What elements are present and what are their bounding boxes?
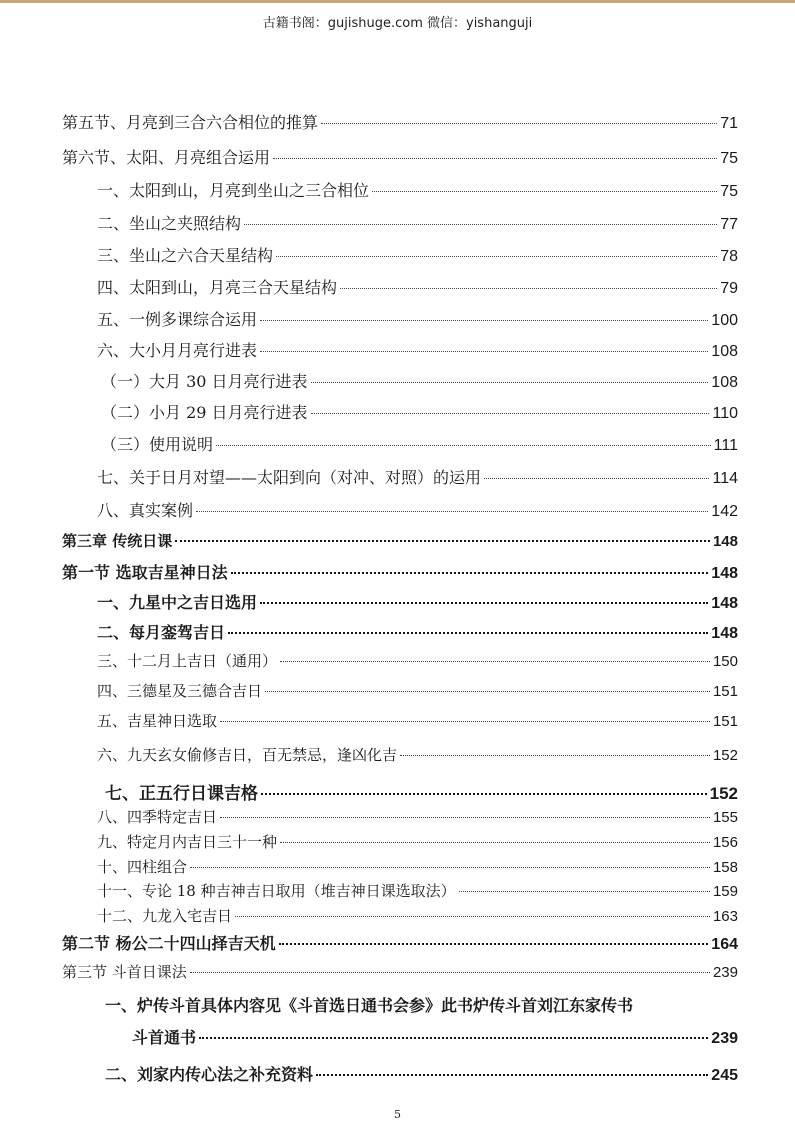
toc-entry xyxy=(62,961,738,982)
toc-entry xyxy=(97,498,738,521)
toc-entry-title: 八、四季特定吉日 xyxy=(97,808,218,826)
toc-entry-page: 108 xyxy=(711,374,738,391)
leader-dots xyxy=(280,842,710,843)
toc-entry-page: 155 xyxy=(712,809,738,826)
toc-entry-title: 三、十二月上吉日（通用） xyxy=(97,652,278,670)
watermark-text: 古籍书阁：gujishuge.com 微信：yishanguji xyxy=(262,16,533,31)
toc-entry-title: 第五节、月亮到三合六合相位的推算 xyxy=(62,113,319,132)
toc-entry-title: （一）大月 30 日月亮行进表 xyxy=(101,372,308,391)
toc-entry-title: 第六节、太阳、月亮组合运用 xyxy=(62,148,271,167)
toc-entry-title: 第三章 传统日课 xyxy=(62,532,173,550)
toc-entry-page: 151 xyxy=(712,713,738,730)
toc-entry-page: 156 xyxy=(712,834,738,851)
toc-entry-page: 142 xyxy=(711,503,738,520)
toc-entry-page: 111 xyxy=(713,437,738,454)
leader-dots xyxy=(220,721,710,722)
leader-dots xyxy=(231,572,709,574)
toc-entry xyxy=(97,275,738,298)
toc-entry-page: 108 xyxy=(711,343,738,360)
toc-entry-title: 第一节 选取吉星神日法 xyxy=(62,563,228,582)
leader-dots xyxy=(321,123,717,124)
toc-entry-page: 148 xyxy=(711,625,738,642)
leader-dots xyxy=(280,661,710,662)
toc-entry-page: 245 xyxy=(711,1067,738,1084)
leader-dots xyxy=(265,691,710,692)
leader-dots xyxy=(228,632,708,634)
leader-dots xyxy=(311,413,710,414)
leader-dots xyxy=(190,972,710,973)
toc-entry xyxy=(62,110,738,133)
toc-entry xyxy=(97,680,738,701)
toc-entry xyxy=(97,211,738,234)
leader-dots xyxy=(279,943,709,945)
toc-entry-page: 159 xyxy=(712,883,738,900)
toc-entry-page: 75 xyxy=(720,150,738,167)
toc-entry-page: 239 xyxy=(711,1030,738,1047)
toc-entry-page: 152 xyxy=(712,747,738,764)
leader-dots xyxy=(400,755,710,756)
toc-entry-title: （三）使用说明 xyxy=(101,435,214,454)
toc-entry-page: 75 xyxy=(720,183,738,200)
leader-dots xyxy=(459,891,710,892)
toc-entry xyxy=(97,178,738,201)
toc-entry-title: 四、三德星及三德合吉日 xyxy=(97,682,263,700)
toc-entry-page: 158 xyxy=(712,859,738,876)
toc-entry-title: 七、关于日月对望——太阳到向（对冲、对照）的运用 xyxy=(97,468,482,487)
toc-entry-page: 78 xyxy=(720,248,738,265)
toc-entry-title: 五、一例多课综合运用 xyxy=(97,310,258,329)
toc-entry-title: 一、九星中之吉日选用 xyxy=(97,593,258,612)
toc-entry-title: 斗首通书 xyxy=(132,1028,197,1047)
leader-dots xyxy=(260,320,708,321)
toc-entry xyxy=(62,560,738,583)
toc-entry-title: 第三节 斗首日课法 xyxy=(62,963,187,981)
toc-entry xyxy=(132,1025,738,1048)
toc-entry-page: 114 xyxy=(712,470,738,487)
toc-entry xyxy=(101,400,738,423)
toc-entry xyxy=(97,856,738,877)
page-number: 5 xyxy=(394,1108,401,1121)
toc-entry-page: 77 xyxy=(720,216,738,233)
toc-entry-title: 七、正五行日课吉格 xyxy=(105,784,258,804)
toc-entry-title: 三、坐山之六合天星结构 xyxy=(97,246,274,265)
leader-dots xyxy=(190,867,710,868)
toc-entry-page: 150 xyxy=(712,653,738,670)
leader-dots xyxy=(260,351,708,352)
leader-dots xyxy=(261,793,707,795)
toc-entry xyxy=(97,307,738,330)
toc-entry-title: 一、炉传斗首具体内容见《斗首选日通书会参》此书炉传斗首刘江东家传书 xyxy=(105,996,634,1015)
toc-entry-page: 100 xyxy=(711,312,738,329)
leader-dots xyxy=(311,382,709,383)
toc-entry xyxy=(97,880,738,901)
toc-entry xyxy=(101,432,738,455)
toc-entry xyxy=(105,779,738,804)
toc-entry xyxy=(101,369,738,392)
toc-entry-page: 163 xyxy=(712,908,738,925)
toc-entry-title: 五、吉星神日选取 xyxy=(97,712,218,730)
toc-entry-page: 148 xyxy=(711,565,738,582)
leader-dots xyxy=(175,540,710,542)
toc-entry xyxy=(97,806,738,827)
leader-dots xyxy=(199,1037,708,1039)
leader-dots xyxy=(340,288,717,289)
leader-dots xyxy=(484,478,709,479)
toc-entry-title: 二、刘家内传心法之补充资料 xyxy=(105,1065,314,1084)
toc-entry-title: 十二、九龙入宅吉日 xyxy=(97,907,233,925)
toc-entry xyxy=(62,145,738,168)
leader-dots xyxy=(196,511,708,512)
toc-entry-title: 二、坐山之夹照结构 xyxy=(97,214,242,233)
toc-entry-page: 148 xyxy=(711,595,738,612)
toc-entry-title: 十一、专论 18 种吉神吉日取用（堆吉神日课选取法） xyxy=(97,882,456,900)
leader-dots xyxy=(235,916,710,917)
toc-entry-title: 六、大小月月亮行进表 xyxy=(97,341,258,360)
toc-entry xyxy=(97,620,738,643)
toc-entry-title: 六、九天玄女偷修吉日，百无禁忌，逢凶化吉 xyxy=(97,746,398,764)
toc-entry xyxy=(105,1062,738,1085)
toc-entry-title: 四、太阳到山，月亮三合天星结构 xyxy=(97,278,338,297)
toc-entry-page: 239 xyxy=(712,964,738,981)
leader-dots xyxy=(260,602,708,604)
leader-dots xyxy=(216,445,711,446)
toc-entry-title: 九、特定月内吉日三十一种 xyxy=(97,833,278,851)
toc-entry xyxy=(97,338,738,361)
toc-entry-wrapped-line xyxy=(105,993,738,1016)
toc-entry xyxy=(97,243,738,266)
toc-entry-title: 八、真实案例 xyxy=(97,501,194,520)
toc-entry-title: 第二节 杨公二十四山择吉天机 xyxy=(62,934,276,953)
leader-dots xyxy=(244,224,717,225)
toc-entry xyxy=(97,831,738,852)
toc-entry-page: 110 xyxy=(712,405,738,422)
toc-entry xyxy=(97,744,738,765)
toc-entry-title: 十、四柱组合 xyxy=(97,858,188,876)
toc-entry-page: 79 xyxy=(720,280,738,297)
toc-entry-title: 二、每月銮驾吉日 xyxy=(97,623,226,642)
toc-entry xyxy=(62,931,738,954)
toc-entry xyxy=(97,650,738,671)
toc-entry-title: （二）小月 29 日月亮行进表 xyxy=(101,403,308,422)
leader-dots xyxy=(220,817,710,818)
toc-entry-page: 164 xyxy=(711,936,738,953)
toc-entry-page: 151 xyxy=(712,683,738,700)
toc-entry xyxy=(97,590,738,613)
toc-entry-page: 148 xyxy=(712,533,738,550)
leader-dots xyxy=(276,256,717,257)
leader-dots xyxy=(273,158,717,159)
toc-entry xyxy=(97,710,738,731)
toc-entry-title: 一、太阳到山，月亮到坐山之三合相位 xyxy=(97,181,370,200)
toc-entry xyxy=(97,905,738,926)
toc-entry-page: 71 xyxy=(720,115,738,132)
toc-entry-page: 152 xyxy=(709,784,738,803)
leader-dots xyxy=(372,191,717,192)
toc-entry xyxy=(97,465,738,488)
toc-entry xyxy=(62,530,738,551)
leader-dots xyxy=(316,1074,708,1076)
